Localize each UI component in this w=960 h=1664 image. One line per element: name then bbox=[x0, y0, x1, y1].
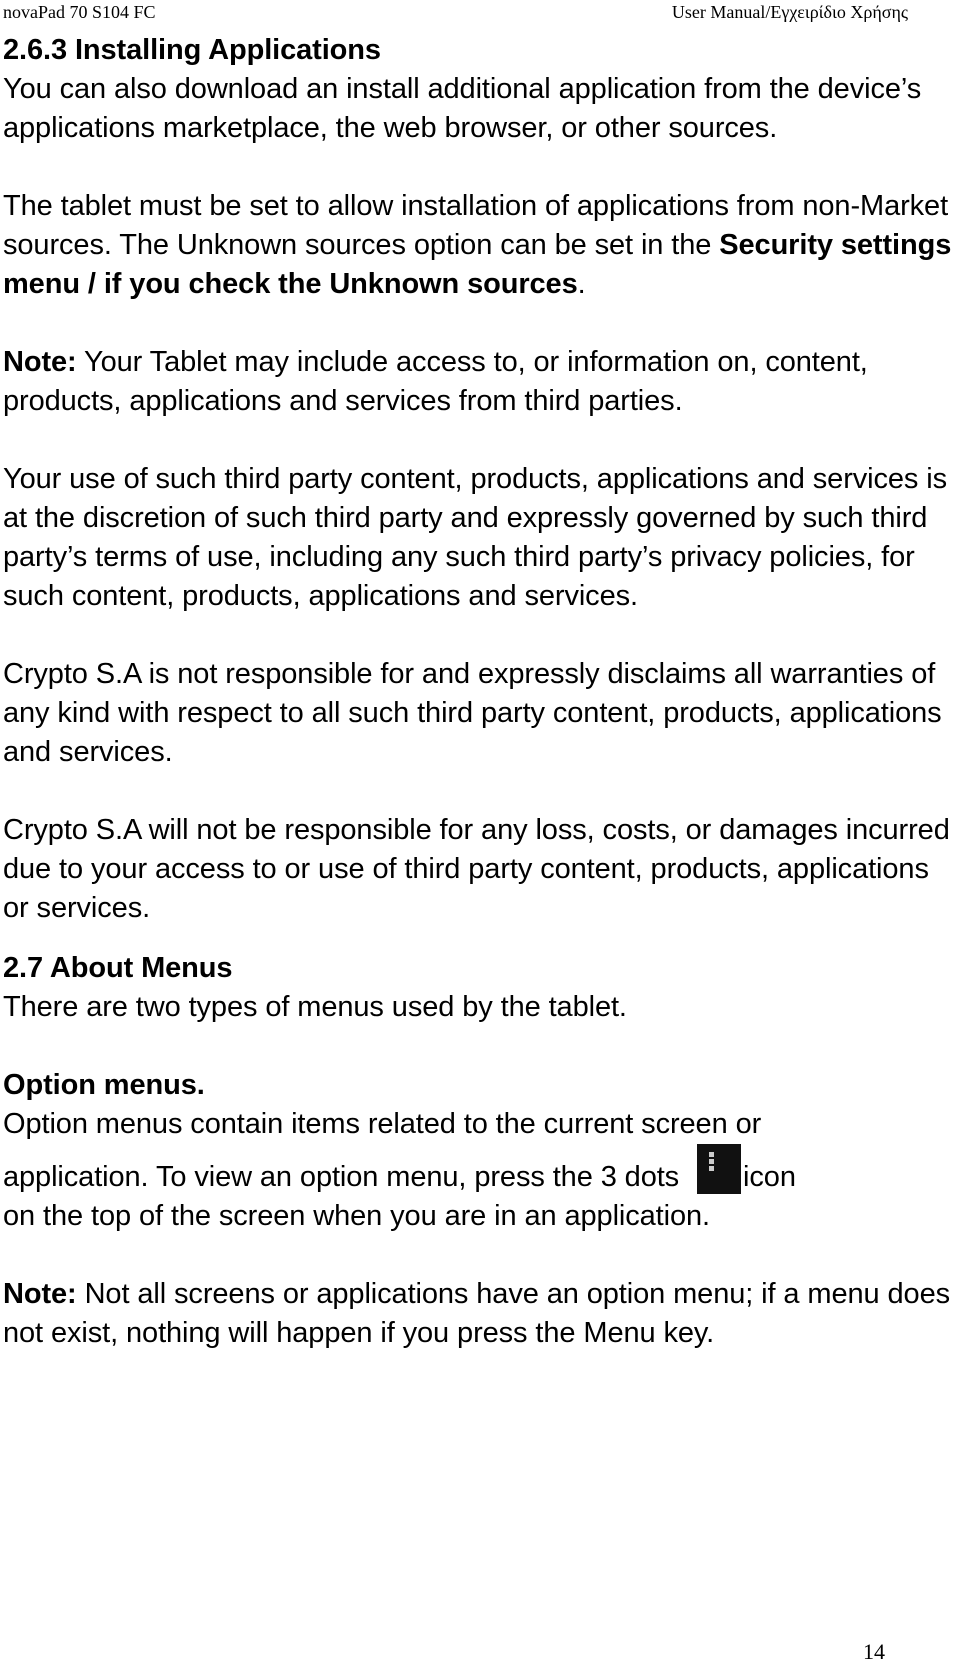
paragraph-third-party-use: Your use of such third party content, products, applications and services is at the discretion of such third party and expressly governed by such third party’s terms of use, including any such third party’s privacy policies, for such content, products, applications and services. bbox=[3, 463, 948, 612]
option-menus-line-1: Option menus contain items related to the current screen or bbox=[3, 1108, 762, 1140]
paragraph-liability: Crypto S.A will not be responsible for any loss, costs, or damages incurred due to your access to or use of third party content, products, applications or services. bbox=[3, 814, 950, 924]
option-menus-line-3: on the top of the screen when you are in an application. bbox=[3, 1200, 710, 1232]
note-third-parties bbox=[3, 343, 953, 421]
security-settings-emphasis: Security settings menu / if you check the Unknown sources bbox=[3, 229, 952, 300]
page-header bbox=[0, 0, 960, 24]
section-heading-installing-applications: 2.6.3 Installing Applications bbox=[3, 34, 381, 66]
note-label: Note: bbox=[3, 346, 77, 378]
three-dots-menu-icon bbox=[697, 1144, 741, 1194]
option-menus-text-after-icon: icon bbox=[743, 1161, 796, 1193]
paragraph-disclaimer: Crypto S.A is not responsible for and expressly disclaims all warranties of any kind with respect to all such third party content, products, applications and services. bbox=[3, 658, 942, 768]
page-number: 14 bbox=[863, 1639, 885, 1664]
note-text-menus: Not all screens or applications have an option menu; if a menu does not exist, nothing will happen if you press the Menu key. bbox=[3, 1278, 950, 1349]
option-menus-line-2 bbox=[3, 1144, 953, 1197]
note-label-menus: Note: bbox=[3, 1278, 77, 1310]
option-menus-text-before-icon: application. To view an option menu, press the 3 dots bbox=[3, 1161, 688, 1193]
header-product-name: novaPad 70 S104 FC bbox=[3, 2, 156, 22]
page-body bbox=[3, 30, 953, 1353]
unknown-sources-period: . bbox=[577, 268, 586, 300]
unknown-sources-text: The tablet must be set to allow installation of applications from non-Market sources. The Unknown sources option can be set in the bbox=[3, 190, 949, 261]
note-option-menu bbox=[3, 1275, 953, 1353]
section-heading-about-menus: 2.7 About Menus bbox=[3, 952, 233, 984]
subheading-option-menus: Option menus. bbox=[3, 1069, 205, 1101]
note-text: Your Tablet may include access to, or information on, content, products, applications and services from third parties. bbox=[3, 346, 868, 417]
paragraph-menu-types: There are two types of menus used by the tablet. bbox=[3, 991, 627, 1023]
paragraph-unknown-sources bbox=[3, 187, 953, 304]
header-manual-title: User Manual/Εγχειρίδιο Χρήσης bbox=[671, 2, 908, 22]
paragraph-download-sources: You can also download an install additional application from the device’s applications marketplace, the web browser, or other sources. bbox=[3, 73, 922, 144]
